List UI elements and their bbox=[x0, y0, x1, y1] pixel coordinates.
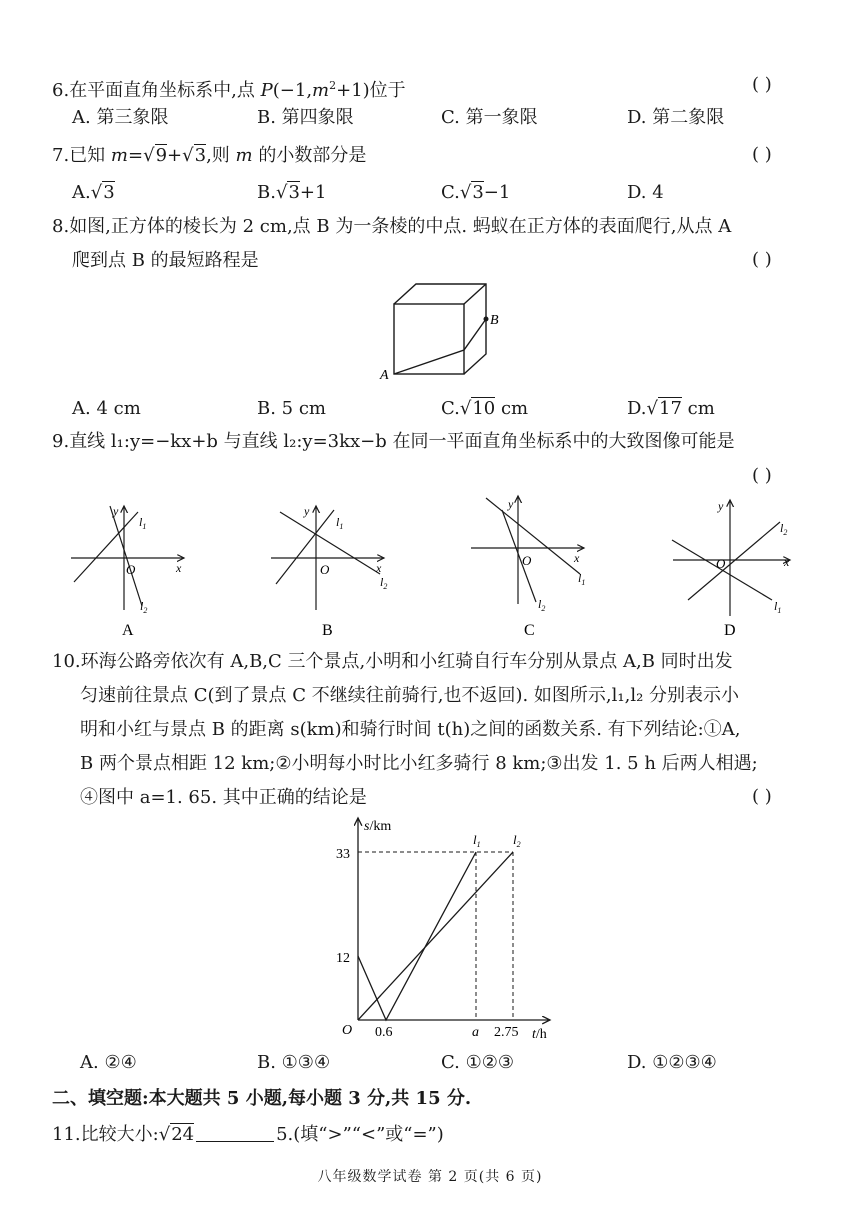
x-label: x bbox=[176, 561, 182, 575]
q7-answer-paren[interactable]: ( ) bbox=[752, 144, 772, 165]
q7-var-m-2: m bbox=[235, 145, 253, 166]
sqrt-icon: √ bbox=[143, 145, 155, 166]
q7-option-c-label: C. bbox=[441, 182, 460, 203]
l1-label: $l_1$ bbox=[578, 571, 586, 587]
origin-label: O bbox=[320, 562, 330, 577]
origin-label: O bbox=[126, 562, 136, 577]
q10-line-3: 明和小红与景点 B 的距离 s(km)和骑行时间 t(h)之间的函数关系. 有下列结论:①A, bbox=[80, 719, 741, 740]
point-a-label: A bbox=[380, 368, 389, 383]
l2-label: $l_2$ bbox=[780, 521, 788, 537]
q6-option-d[interactable]: D. 第二象限 bbox=[627, 107, 725, 128]
q6-stem bbox=[52, 74, 406, 103]
origin-label: O bbox=[522, 553, 532, 568]
x-label: x bbox=[376, 561, 382, 575]
q6-option-a[interactable]: A. 第三象限 bbox=[72, 107, 169, 128]
sqrt-icon: √ bbox=[459, 398, 472, 419]
l2-label: $l_2$ bbox=[538, 597, 546, 613]
sqrt-icon: √ bbox=[182, 145, 194, 166]
q7-option-b-label: B. bbox=[257, 182, 276, 203]
q9-graph-a[interactable] bbox=[66, 498, 196, 639]
point-b-dot bbox=[484, 317, 489, 322]
y-tick-12: 12 bbox=[336, 951, 350, 966]
q7-option-a[interactable] bbox=[72, 181, 115, 205]
q7-option-b-suffix: +1 bbox=[299, 182, 327, 203]
q11-text: 比较大小: bbox=[80, 1124, 159, 1145]
q7-text-3: 的小数部分是 bbox=[252, 145, 367, 166]
q8-option-d-label: D. bbox=[627, 398, 647, 419]
line-l1 bbox=[358, 852, 476, 1020]
y-label: y bbox=[113, 504, 119, 518]
q8-text-1: 如图,正方体的棱长为 2 cm,点 B 为一条棱的中点. 蚂蚁在正方体的表面爬行,从点 A bbox=[69, 216, 732, 237]
page-footer: 八年级数学试卷 第 2 页(共 6 页) bbox=[317, 1169, 543, 1185]
l2-label: $l_2$ bbox=[513, 832, 521, 849]
graph-letter: A bbox=[122, 622, 134, 639]
line-l1 bbox=[486, 498, 580, 574]
line-l2 bbox=[358, 852, 513, 1020]
q9-graph-b[interactable] bbox=[266, 498, 396, 639]
q7-option-c-suffix: −1 bbox=[483, 182, 511, 203]
q7-option-d[interactable]: D. 4 bbox=[627, 182, 664, 203]
q11-text-end: 5.(填“>”“<”或“=”) bbox=[276, 1124, 444, 1145]
q10-line-4: B 两个景点相距 12 km;②小明每小时比小红多骑行 8 km;③出发 1. 5 h 后两人相遇; bbox=[80, 753, 758, 774]
q7-var-m: m bbox=[110, 145, 128, 166]
graph-letter: C bbox=[524, 622, 535, 639]
q10-answer-paren[interactable]: ( ) bbox=[752, 786, 772, 807]
q10-option-b[interactable]: B. ①③④ bbox=[257, 1052, 331, 1073]
q6-coord: (−1, bbox=[272, 80, 313, 101]
q10-option-a[interactable]: A. ②④ bbox=[80, 1052, 137, 1073]
point-b-label: B bbox=[490, 313, 499, 328]
q11-number: 11. bbox=[52, 1124, 81, 1145]
q9-text: 直线 l₁:y=−kx+b 与直线 l₂:y=3kx−b 在同一平面直角坐标系中的大致图像可能是 bbox=[69, 431, 735, 452]
q8-option-c-label: C. bbox=[441, 398, 460, 419]
origin-label: O bbox=[342, 1023, 353, 1038]
q6-number: 6. bbox=[52, 80, 70, 101]
q7-option-a-label: A. bbox=[72, 182, 91, 203]
q8-cube-figure bbox=[370, 278, 510, 388]
q9-graph-d[interactable] bbox=[668, 492, 798, 639]
q8-line-1 bbox=[52, 215, 731, 239]
q7-stem bbox=[52, 144, 366, 168]
cube-top-right-edge bbox=[464, 284, 486, 304]
q6-text: 在平面直角坐标系中,点 bbox=[69, 80, 261, 101]
q10-text-1: 环海公路旁依次有 A,B,C 三个景点,小明和小红骑自行车分别从景点 A,B 同时出发 bbox=[80, 651, 733, 672]
q8-option-a[interactable]: A. 4 cm bbox=[72, 398, 141, 419]
y-tick-33: 33 bbox=[336, 847, 350, 862]
q7-option-c[interactable] bbox=[441, 181, 510, 205]
cube-front-face bbox=[394, 304, 464, 374]
y-label: y bbox=[718, 499, 724, 513]
q7-text: 已知 bbox=[69, 145, 111, 166]
line-l2 bbox=[688, 522, 780, 600]
l1-label: $l_1$ bbox=[336, 515, 344, 531]
l1-label: $l_1$ bbox=[774, 599, 782, 615]
q10-line-5: ④图中 a=1. 65. 其中正确的结论是 bbox=[80, 787, 367, 808]
q7-radicand-1: 9 bbox=[155, 145, 168, 166]
sqrt-icon: √ bbox=[90, 182, 103, 203]
q10-line-1 bbox=[52, 650, 733, 674]
x-tick-275: 2.75 bbox=[494, 1025, 519, 1040]
q6-option-b[interactable]: B. 第四象限 bbox=[257, 107, 354, 128]
s-axis-label: s/km bbox=[364, 819, 392, 834]
y-label: y bbox=[304, 504, 310, 518]
q11-answer-blank[interactable] bbox=[196, 1123, 274, 1142]
q8-number: 8. bbox=[52, 216, 70, 237]
q10-option-c[interactable]: C. ①②③ bbox=[441, 1052, 514, 1073]
q6-text-end: +1)位于 bbox=[336, 80, 406, 101]
q8-option-c-radicand: 10 bbox=[472, 398, 496, 419]
l2-label: $l_2$ bbox=[380, 575, 388, 591]
q8-option-c-unit: cm bbox=[495, 398, 529, 419]
graph-letter: B bbox=[322, 622, 333, 639]
origin-label: O bbox=[716, 556, 726, 571]
sqrt-icon: √ bbox=[158, 1124, 171, 1145]
q8-option-d-radicand: 17 bbox=[659, 398, 682, 419]
line-l2 bbox=[280, 512, 380, 574]
q7-text-2: ,则 bbox=[206, 145, 236, 166]
q10-number: 10. bbox=[52, 651, 81, 672]
q7-radicand-2: 3 bbox=[194, 145, 207, 166]
sqrt-icon: √ bbox=[459, 182, 472, 203]
q6-point-p: P bbox=[260, 80, 273, 101]
q8-option-b[interactable]: B. 5 cm bbox=[257, 398, 326, 419]
q7-plus: + bbox=[167, 145, 183, 166]
q9-number: 9. bbox=[52, 431, 70, 452]
cube-back-edges bbox=[394, 284, 486, 374]
x-label: x bbox=[574, 551, 580, 565]
q6-sup: 2 bbox=[329, 79, 337, 92]
q10-option-d[interactable]: D. ①②③④ bbox=[627, 1052, 717, 1073]
q10-line-2: 匀速前往景点 C(到了景点 C 不继续往前骑行,也不返回). 如图所示,l₁,l₂ 分别表示小 bbox=[80, 685, 740, 706]
q9-answer-paren[interactable]: ( ) bbox=[752, 465, 772, 486]
q7-number: 7. bbox=[52, 145, 70, 166]
q7-option-a-radicand: 3 bbox=[103, 182, 115, 203]
q6-var-m: m bbox=[312, 80, 330, 101]
q8-option-d-unit: cm bbox=[681, 398, 715, 419]
sqrt-icon: √ bbox=[275, 182, 288, 203]
y-label: y bbox=[508, 497, 514, 511]
q11-radicand: 24 bbox=[171, 1124, 195, 1145]
x-tick-06: 0.6 bbox=[375, 1025, 393, 1040]
q7-option-b[interactable] bbox=[257, 181, 326, 205]
q9-stem bbox=[52, 430, 735, 454]
q6-answer-paren[interactable]: ( ) bbox=[752, 74, 772, 95]
graph-letter: D bbox=[724, 622, 736, 639]
q9-graph-c[interactable] bbox=[466, 488, 596, 639]
q10-distance-time-graph bbox=[328, 812, 568, 1042]
t-axis-label: t/h bbox=[532, 1027, 547, 1042]
section-2-heading: 二、填空题:本大题共 5 小题,每小题 3 分,共 15 分. bbox=[52, 1088, 472, 1109]
l1-label: $l_1$ bbox=[139, 515, 147, 531]
x-label: x bbox=[784, 555, 790, 569]
q7-option-b-radicand: 3 bbox=[288, 182, 300, 203]
x-tick-a: a bbox=[472, 1025, 479, 1040]
q7-equals: = bbox=[128, 145, 144, 166]
q8-line-2: 爬到点 B 的最短路程是 bbox=[72, 250, 259, 271]
q8-answer-paren[interactable]: ( ) bbox=[752, 249, 772, 270]
l1-label: $l_1$ bbox=[473, 832, 481, 849]
q8-option-d[interactable] bbox=[627, 397, 715, 421]
q11-stem bbox=[52, 1123, 444, 1147]
l2-label: $l_2$ bbox=[140, 599, 148, 615]
line-l2 bbox=[110, 506, 142, 606]
q8-option-c[interactable] bbox=[441, 397, 528, 421]
sqrt-icon: √ bbox=[646, 398, 658, 419]
q7-option-c-radicand: 3 bbox=[472, 182, 484, 203]
q6-option-c[interactable]: C. 第一象限 bbox=[441, 107, 538, 128]
